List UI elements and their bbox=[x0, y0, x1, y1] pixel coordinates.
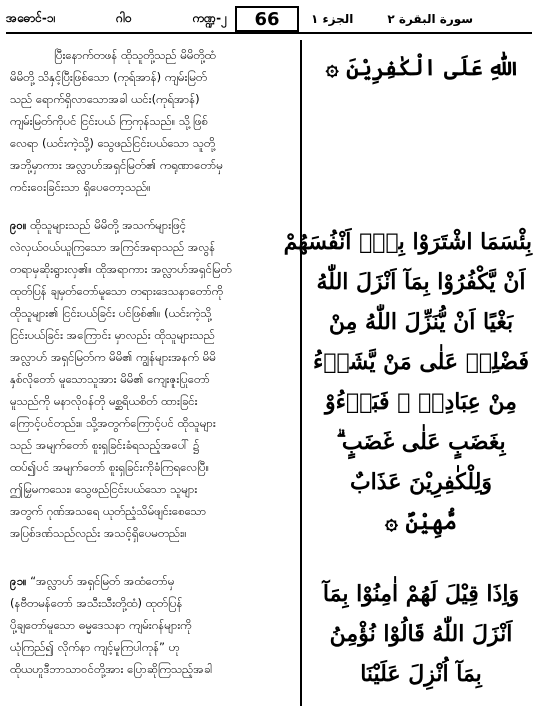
translation-line: နှစ်လိုတော် မူသောသူအား မိမိ၏ ကျေးဇူးပြုတော် bbox=[10, 372, 210, 386]
arabic-line: اَنْزَلَ اللّٰهُ قَالُوْا نُؤْمِنُ bbox=[329, 621, 513, 647]
translation-line: ဤမြှမကသေး၊ သွေဖည်ငြင်းပယ်သော သူများ bbox=[10, 482, 198, 496]
section-label: ကဏ္ဍ-၂ bbox=[192, 11, 227, 25]
verse-number: ၉၀။ bbox=[10, 218, 27, 232]
header-right bbox=[311, 12, 532, 26]
translation-text: “အလ္လာဟ် အရှင်မြတ် အထံတော်မှ bbox=[30, 574, 175, 588]
translation-line: ကင်းဝေးခြင်းသာ ရှိပေတော့သည်။ bbox=[10, 180, 151, 194]
arabic-verse-90 bbox=[283, 222, 532, 542]
ruku-label: ဂါ၀ bbox=[116, 11, 132, 25]
translation-line: ပြီးနောက်တဖန် ထိုသူတို့သည် မိမိတို့ထံ bbox=[54, 48, 216, 62]
arabic-line: اللّٰهِ عَلَى الْكٰفِرِيْنَ ۞ bbox=[325, 55, 517, 81]
translation-line: မူသည်ကို မနာလိုဝန်တို မစ္ဆရိယစိတ် ထားခြင်း bbox=[10, 394, 198, 408]
verse-number: ၉၁။ bbox=[10, 574, 27, 588]
column-divider bbox=[300, 40, 302, 706]
translation-line: ကျမ်းမြတ်ကိုပင် ငြင်းပယ် ကြကုန်သည်။ သို့ဖြစ် bbox=[10, 114, 208, 128]
arabic-line: بِئْسَمَا اشْتَرَوْا بِهٖٓ اَنْفُسَهُمْ bbox=[283, 229, 532, 255]
page-number: 66 bbox=[235, 6, 299, 32]
translation-line: သည် ရောက်ရှိလာသောအခါ ယင်း(ကုရ်အာန်) bbox=[10, 92, 200, 106]
arabic-line: وَاِذَا قِيْلَ لَهُمْ اٰمِنُوْا بِمَآ bbox=[322, 581, 520, 607]
translation-line: အပြစ်ဒဏ်သည်လည်း အသင့်ရှိပေမတည်း။ bbox=[10, 526, 187, 540]
juz-title: الجزء ١ bbox=[311, 12, 354, 26]
translation-line: လေရာ (ယင်းကဲ့သို့) သွေဖည်ငြင်းပယ်သော သူတို့ bbox=[10, 136, 216, 150]
arabic-line: وَلِلْكٰفِرِيْنَ عَذَابٌ bbox=[349, 469, 493, 495]
translation-line: တရာမှဆိုးရွားလှ၏။ ထိုအရာကား အလ္လာဟ်အရှင်မြတ် bbox=[10, 262, 232, 276]
translation-line: ငြင်းပယ်ခြင်း အကြောင်း မှာလည်း ထိုသူများသည် bbox=[10, 328, 215, 342]
surah-title: سورة البقرة ٢ bbox=[387, 12, 474, 26]
translation-line: ထိုယဟူဒီဘာသာဝင်တို့အား ပြောဆိုကြသည့်အခါ bbox=[10, 662, 213, 676]
translation-line: မိမိတို့ သိနှင့်ပြီးဖြစ်သော (ကုရ်အာန်) ကျမ်းမြတ် bbox=[10, 70, 208, 84]
page-header bbox=[6, 6, 532, 34]
translation-line: လဲလှယ်ဝယ်ယူကြသော အကြင်အရာသည် အလွန် bbox=[10, 240, 216, 254]
arabic-line: بِمَآ اُنْزِلَ عَلَيْنَا bbox=[360, 661, 482, 687]
translation-89 bbox=[10, 44, 292, 198]
arabic-verse-91 bbox=[310, 574, 532, 694]
arabic-line: اَنْ يَّكْفُرُوْا بِمَآ اَنْزَلَ اللّٰهُ bbox=[316, 269, 526, 295]
juz-label: အဓောင်-၁၊ bbox=[6, 11, 56, 25]
translation-line: ကြောင့်ပင်တည်း။ သို့အတွက်ကြောင့်ပင် ထိုသူများ bbox=[10, 416, 216, 430]
header-left bbox=[6, 10, 235, 28]
translation-line: ထုတ်ပြန် ချမှတ်တော်မူသော တရားဒေသနာတော်ကို bbox=[10, 284, 223, 298]
translation-text: ထိုသူများသည် မိမိတို့ အသက်များဖြင့် bbox=[30, 218, 187, 232]
translation-line: အဘို့မှာကား အလ္လာဟ်အရှင်မြတ်၏ ကရုဏာတော်မှ bbox=[10, 158, 223, 172]
translation-line: သည် အမျက်တော် စူးရှခြင်းခံရသည့်အပေါ် ၌ bbox=[10, 438, 200, 452]
translation-line: (နဗီတမန်တော် အသီးသီးတို့ထံ) ထုတ်ပြန် bbox=[10, 596, 183, 610]
arabic-line: مِنْ عِبَادِهٖ ۚ فَبَاۤءُوْ bbox=[325, 389, 517, 415]
translation-line: ပို့ချတော်မူသော ဓမ္မဒေသနာ ကျမ်းဂန်များကို bbox=[10, 618, 192, 632]
translation-line: အတွက် ဂုဏ်အသရေ ယုတ်ညံ့သိမ်ဖျင်းစေသော bbox=[10, 504, 207, 518]
translation-line: ထိုသူများ၏ ငြင်းပယ်ခြင်း ပင်ဖြစ်၏။ (ယင်းကဲ့သို့ bbox=[10, 306, 212, 320]
arabic-line: بَغْيًا اَنْ يُّنَزِّلَ اللّٰهُ مِنْ bbox=[328, 309, 514, 335]
arabic-line: بِغَضَبٍ عَلٰى غَضَبٍ ۗ bbox=[336, 429, 506, 455]
translation-line: အလ္လာဟ် အရှင်မြတ်က မိမိ၏ ကျွန်များအနက် မိမိ bbox=[10, 350, 216, 364]
translation-91 bbox=[10, 570, 292, 680]
translation-line: ထပ်၍ပင် အမျက်တော် စူးရှခြင်းကိုခံကြရလေပြီ။ bbox=[10, 460, 210, 474]
arabic-verse-89-end bbox=[310, 48, 532, 88]
translation-line bbox=[10, 570, 292, 592]
arabic-line: مُّهِيْنٌ ۞ bbox=[384, 509, 458, 535]
translation-line: ယုံကြည်၍ လိုက်နာ ကျင့်မူကြပါကုန်” ဟု bbox=[10, 640, 180, 654]
translation-line bbox=[10, 214, 292, 236]
translation-90 bbox=[10, 214, 292, 544]
arabic-line: فَضْلِهٖ عَلٰى مَنْ يَّشَاۤءُ bbox=[312, 349, 530, 375]
